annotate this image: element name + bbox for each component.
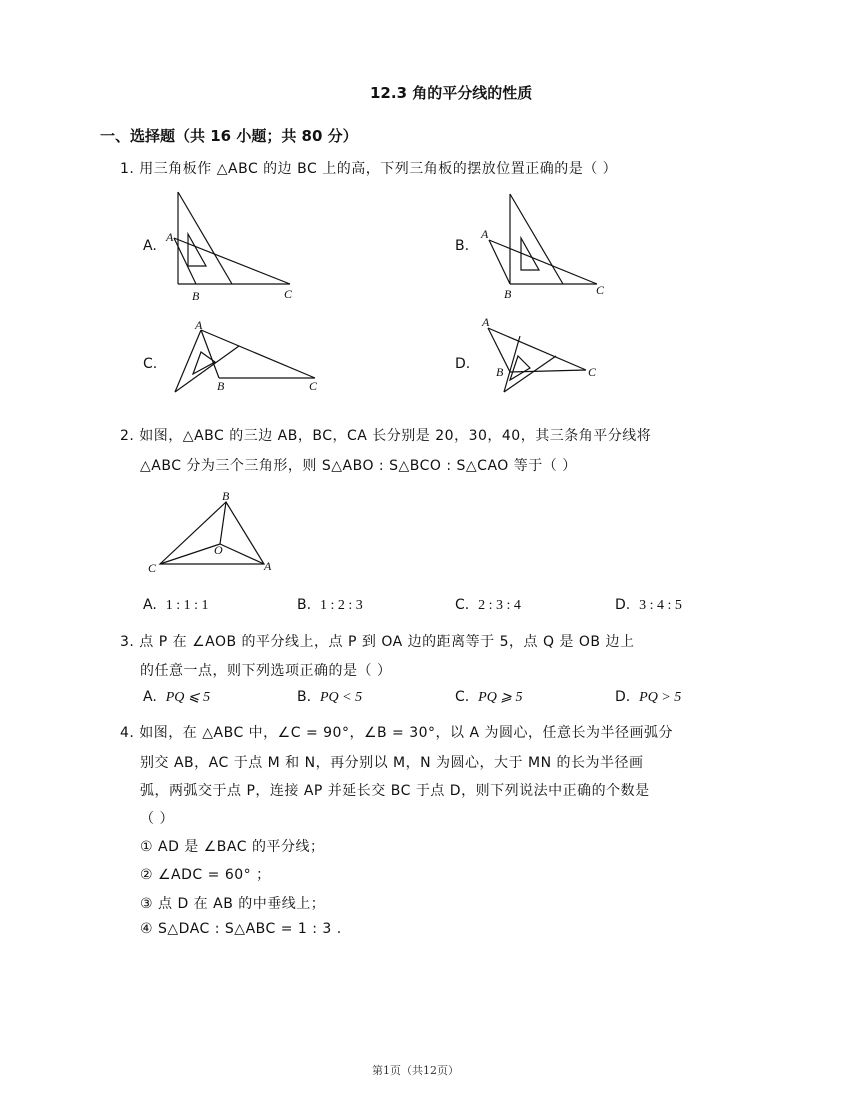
q3-option-b: B. PQ < 5 — [297, 689, 363, 705]
q2-label-a: A — [264, 559, 272, 573]
q1a-label-a: A — [166, 230, 174, 244]
q2-option-b: B. 1 : 2 : 3 — [297, 597, 363, 613]
q1d-label-b: B — [496, 365, 504, 379]
q1-option-c-label: C. — [143, 356, 158, 372]
q2-figure — [140, 490, 280, 578]
q2-stem-line1: 2. 如图，△ABC 的三边 AB，BC，CA 长分别是 20，30，40，其三条角平分线将 — [120, 428, 652, 444]
section-heading: 一、选择题（共 16 小题；共 80 分） — [100, 127, 358, 145]
q2-option-a: A. 1 : 1 : 1 — [143, 597, 209, 613]
q1-figure-a — [160, 188, 310, 306]
q1d-label-c: C — [588, 365, 597, 379]
q4-item-2: ② ∠ADC = 60° ； — [140, 867, 271, 883]
q1-stem: 1. 用三角板作 △ABC 的边 BC 上的高，下列三角板的摆放位置正确的是（ ） — [120, 161, 618, 177]
q1a-label-b: B — [192, 289, 200, 303]
q1c-label-a: A — [195, 318, 203, 332]
q3-option-a: A. PQ ⩽ 5 — [143, 689, 211, 705]
q3-option-d: D. PQ > 5 — [615, 689, 682, 705]
q2-label-o: O — [214, 543, 223, 557]
q4-item-1: ① AD 是 ∠BAC 的平分线； — [140, 839, 325, 855]
q2-stem-line2: △ABC 分为三个三角形，则 S△ABO : S△BCO : S△CAO 等于（ ） — [140, 458, 577, 474]
page-footer: 第1页（共12页） — [372, 1064, 459, 1077]
q3-stem-line1: 3. 点 P 在 ∠AOB 的平分线上，点 P 到 OA 边的距离等于 5，点 Q 是 OB 边上 — [120, 634, 635, 650]
q1b-label-b: B — [504, 287, 512, 301]
q4-stem-line1: 4. 如图，在 △ABC 中，∠C = 90°，∠B = 30°，以 A 为圆心，任意长为半径画弧分 — [120, 725, 674, 741]
q3-option-c: C. PQ ⩾ 5 — [455, 689, 523, 705]
q1-figure-d — [478, 316, 618, 398]
q1-option-a-label: A. — [143, 238, 157, 254]
q1d-label-a: A — [482, 316, 490, 329]
q1b-label-c: C — [596, 283, 605, 297]
q3-stem-line2: 的任意一点，则下列选项正确的是（ ） — [140, 663, 392, 679]
q1a-label-c: C — [284, 287, 293, 301]
q4-stem-line4: （ ） — [140, 811, 174, 827]
q1-option-b-label: B. — [455, 238, 470, 254]
q4-stem-line2: 别交 AB，AC 于点 M 和 N，再分别以 M，N 为圆心，大于 MN 的长为半径画 — [140, 755, 644, 771]
q1-figure-b — [475, 188, 625, 306]
q2-label-b: B — [222, 490, 230, 503]
q4-stem-line3: 弧，两弧交于点 P，连接 AP 并延长交 BC 于点 D，则下列说法中正确的个数是 — [140, 783, 650, 799]
q1c-label-b: B — [217, 379, 225, 393]
q1b-label-a: A — [481, 227, 489, 241]
q1-option-d-label: D. — [455, 356, 471, 372]
q4-item-3: ③ 点 D 在 AB 的中垂线上； — [140, 896, 326, 912]
q2-label-c: C — [148, 561, 157, 575]
q1-figure-c — [165, 316, 335, 398]
q4-item-4: ④ S△DAC : S△ABC = 1 : 3 . — [140, 921, 342, 937]
q2-option-d: D. 3 : 4 : 5 — [615, 597, 682, 613]
q1c-label-c: C — [309, 379, 318, 393]
q2-option-c: C. 2 : 3 : 4 — [455, 597, 521, 613]
page-title: 12.3 角的平分线的性质 — [370, 84, 533, 102]
